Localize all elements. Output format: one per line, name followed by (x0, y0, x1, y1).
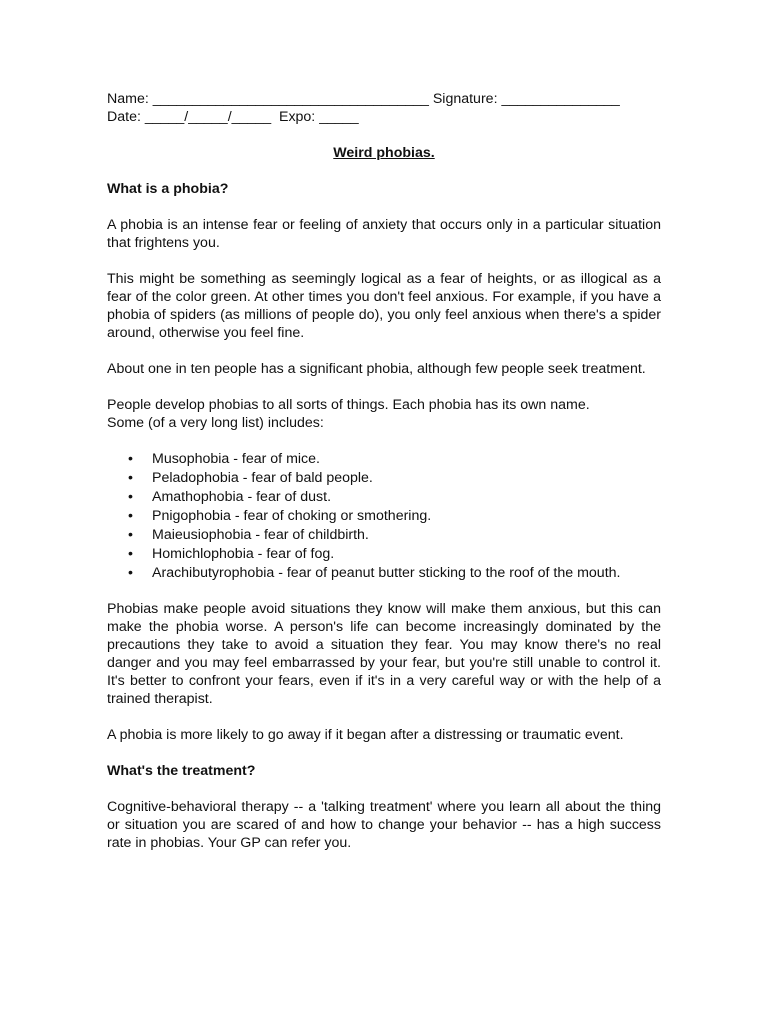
name-signature-line: Name: ___________________________________ Signature: _______________ (107, 91, 620, 107)
phobia-list (107, 450, 661, 582)
list-item-text: Pnigophobia - fear of choking or smothering. (152, 508, 432, 524)
bullet-icon: • (128, 489, 133, 505)
list-item (128, 507, 661, 525)
paragraph-definition: A phobia is an intense fear or feeling of anxiety that occurs only in a particular situation that frightens you. (107, 217, 661, 251)
bullet-icon: • (128, 470, 133, 486)
list-item-text: Peladophobia - fear of bald people. (152, 470, 373, 486)
list-item (128, 526, 661, 544)
list-item (128, 469, 661, 487)
list-item (128, 545, 661, 563)
paragraph-avoidance: Phobias make people avoid situations they know will make them anxious, but this can make the phobia worse. A person's life can become increasingly dominated by the precautions they take to avoid a situation they fear. You may know there's no real danger and you may feel embarrassed by your fear, but you're still unable to control it. It's better to confront your fears, even if it's in a very careful way or with the help of a trained therapist. (107, 601, 661, 707)
list-intro-line-1: People develop phobias to all sorts of things. Each phobia has its own name. (107, 397, 590, 413)
list-item-text: Musophobia - fear of mice. (152, 451, 320, 467)
list-item-text: Amathophobia - fear of dust. (152, 489, 332, 505)
date-expo-line: Date: _____/_____/_____ Expo: _____ (107, 109, 359, 125)
document-page (107, 90, 661, 852)
list-item (128, 450, 661, 468)
paragraph-therapy: Cognitive-behavioral therapy -- a 'talking treatment' where you learn all about the thing or situation you are scared of and how to change your behavior -- has a high success rate in phobias. Your GP can refer you. (107, 799, 661, 851)
bullet-icon: • (128, 451, 133, 467)
bullet-icon: • (128, 527, 133, 543)
list-intro-line-2: Some (of a very long list) includes: (107, 415, 324, 431)
bullet-icon: • (128, 508, 133, 524)
list-item-text: Homichlophobia - fear of fog. (152, 546, 335, 562)
heading-what-is-phobia: What is a phobia? (107, 181, 229, 197)
paragraph-examples: This might be something as seemingly logical as a fear of heights, or as illogical as a fear of the color green. At other times you don't feel anxious. For example, if you have a phobia of spiders (as millions of people do), you only feel anxious when there's a spider around, otherwise you feel fine. (107, 271, 661, 341)
heading-treatment: What's the treatment? (107, 763, 256, 779)
bullet-icon: • (128, 546, 133, 562)
bullet-icon: • (128, 565, 133, 581)
paragraph-traumatic-event: A phobia is more likely to go away if it began after a distressing or traumatic event. (107, 727, 624, 743)
list-item-text: Maieusiophobia - fear of childbirth. (152, 527, 369, 543)
list-item (128, 488, 661, 506)
list-item-text: Arachibutyrophobia - fear of peanut butter sticking to the roof of the mouth. (152, 565, 621, 581)
list-item (128, 564, 661, 582)
paragraph-statistics: About one in ten people has a significant phobia, although few people seek treatment. (107, 361, 646, 377)
paragraph-list-intro (107, 396, 661, 432)
document-title: Weird phobias. (333, 145, 435, 161)
